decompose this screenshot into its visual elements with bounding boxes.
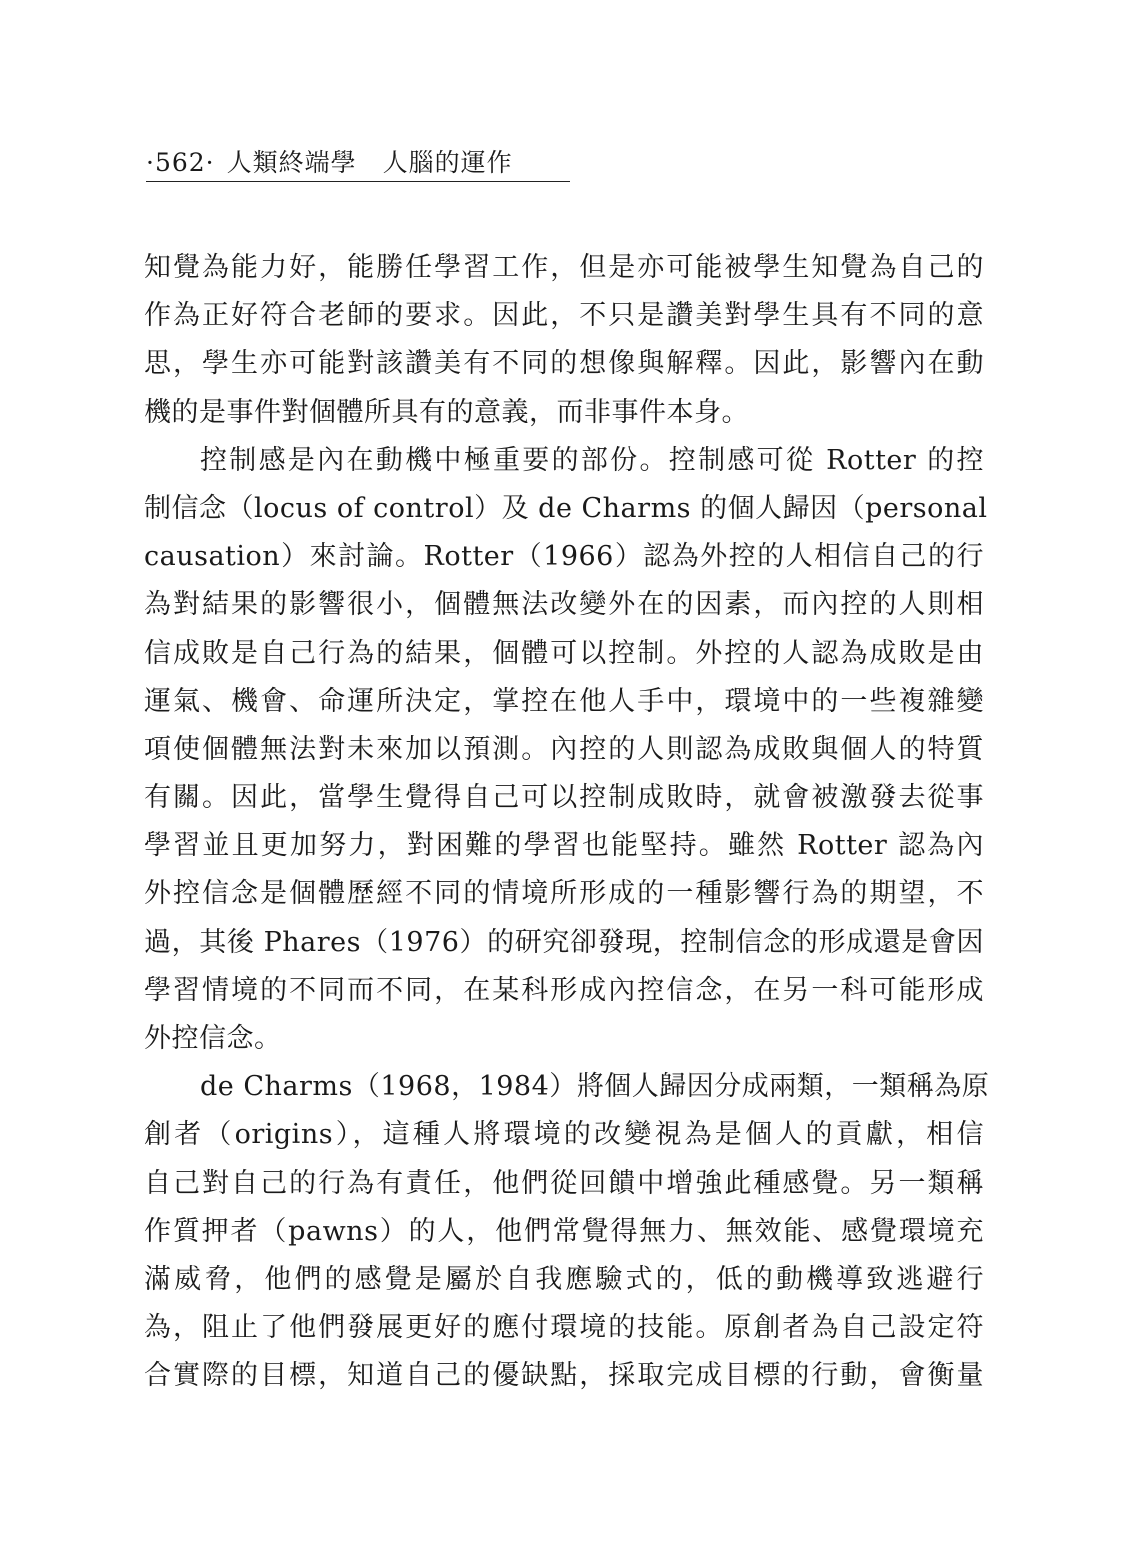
text-line: 控制感是內在動機中極重要的部份。控制感可從 Rotter 的控: [200, 444, 984, 476]
text-line: 知覺為能力好，能勝任學習工作，但是亦可能被學生知覺為自己的: [144, 252, 984, 283]
text-line: 自己對自己的行為有責任，他們從回饋中增強此種感覺。另一類稱: [144, 1167, 984, 1199]
text-line: 思，學生亦可能對該讚美有不同的想像與解釋。因此，影響內在動: [144, 348, 984, 380]
body-text: [144, 244, 990, 1401]
text-line: 為，阻止了他們發展更好的應付環境的技能。原創者為自己設定符: [144, 1312, 984, 1344]
paragraph: [144, 1063, 990, 1400]
page-number: ·562·: [146, 148, 215, 177]
text-line: 外控信念是個體歷經不同的情境所形成的一種影響行為的期望，不: [144, 878, 984, 910]
text-line: 項使個體無法對未來加以預測。內控的人則認為成敗與個人的特質: [144, 733, 984, 765]
text-line: 滿威脅，他們的感覺是屬於自我應驗式的，低的動機導致逃避行: [144, 1263, 984, 1295]
text-line: de Charms（1968，1984）將個人歸因分成兩類，一類稱為原: [200, 1071, 990, 1103]
text-line: 作為正好符合老師的要求。因此，不只是讚美對學生具有不同的意: [144, 300, 984, 332]
text-line: 外控信念。: [144, 1023, 282, 1054]
text-line: 合實際的目標，知道自己的優缺點，採取完成目標的行動，會衡量: [144, 1360, 984, 1392]
running-title: 人類終端學 人腦的運作: [226, 148, 513, 177]
text-line: 機的是事件對個體所具有的意義，而非事件本身。: [144, 396, 749, 428]
text-line: 學習並且更加努力，對困難的學習也能堅持。雖然 Rotter 認為內: [144, 830, 984, 862]
text-line: 創者（origins），這種人將環境的改變視為是個人的貢獻，相信: [144, 1119, 984, 1151]
text-line: 運氣、機會、命運所決定，掌控在他人手中，環境中的一些複雜變: [144, 685, 984, 717]
text-line: 為對結果的影響很小，個體無法改變外在的因素，而內控的人則相: [144, 589, 984, 621]
header-rule: [146, 181, 570, 182]
text-line: 信成敗是自己行為的結果，個體可以控制。外控的人認為成敗是由: [144, 637, 984, 669]
text-line: 有關。因此，當學生覺得自己可以控制成敗時，就會被激發去從事: [144, 782, 984, 814]
running-header: [146, 146, 513, 180]
text-line: 作質押者（pawns）的人，他們常覺得無力、無效能、感覺環境充: [144, 1215, 984, 1247]
text-line: 制信念（locus of control）及 de Charms 的個人歸因（personal: [144, 492, 988, 524]
paragraph: [144, 437, 988, 1063]
text-line: causation）來討論。Rotter（1966）認為外控的人相信自己的行: [144, 541, 984, 573]
text-line: 過，其後 Phares（1976）的研究卻發現，控制信念的形成還是會因: [144, 926, 984, 958]
paragraph: [144, 244, 984, 437]
text-line: 學習情境的不同而不同，在某科形成內控信念，在另一科可能形成: [144, 974, 984, 1006]
